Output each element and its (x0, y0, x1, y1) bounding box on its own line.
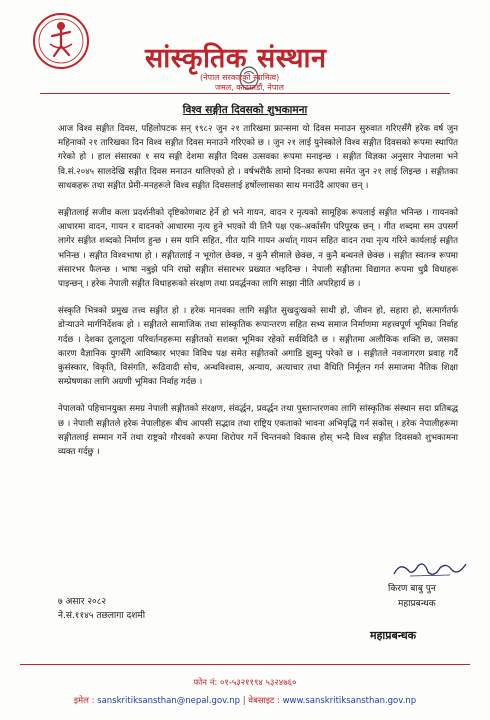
footer-separator: | (242, 696, 246, 706)
signature (390, 558, 470, 580)
organization-address: जमल, काठमाडौं, नेपाल (215, 83, 284, 92)
footer-contact (0, 695, 490, 706)
signer-title: महाप्रबन्धक (398, 599, 436, 609)
email-label: इमेल : (73, 696, 95, 706)
header-divider (40, 93, 450, 94)
designation-stamp: महाप्रबन्धक (370, 629, 417, 642)
date-bikram-sambat: ७ असार २०८२ (58, 597, 107, 607)
organization-subtitle: (नेपाल सरकारको स्वामित्व) (200, 73, 280, 82)
organization-name: सांस्कृतिक संस्थान (145, 43, 327, 74)
letter-title: विश्व सङ्गीत दिवसको शुभकामना (182, 104, 308, 116)
letter-body (58, 122, 458, 472)
organization-logo (32, 10, 90, 72)
paragraph-3: संस्कृति भित्रको प्रमुख तत्त्व सङ्गीत हो । हरेक मानवका लागि सङ्गीत सुखदुःखको साथी हो, जीवन हो, सहारा हो, सत्मार्गतर्फ डोऱ्याउने मार्गनिर्देशक हो । सङ्गीतले सामाजिक तथा सांस्कृतिक रूपान्तरण सहित सभ्य समाज निर्माणमा महत्त्वपूर्ण भूमिका निर्वाह गर्दछ । देशका ठूलाठूला परिवर्तनहरूमा सङ्गीतको सशक्त भूमिका रहेको सर्वविदितै छ । सङ्गीतमा अलौकिक शक्ति छ, जसका कारण वैज्ञानिक युगसँगै आविष्कार भएका विविध पक्ष समेत सङ्गीतको अगाडि झुक्नु परेको छ । सङ्गीतले नवजागरण प्रवाह गर्दै कुसंस्कार, विकृति, विसंगति, रूढिवादी सोच, अन्धविश्वास, अन्याय, अत्याचार तथा वैधिति निर्मूलन गर्न समाजमा नैतिक शिक्षा सम्प्रेषणका लागि अग्रणी भूमिका निर्वाह गर्दछ । (58, 306, 458, 388)
signer-name: किरण बाबु पुन (388, 584, 436, 594)
website-label: वेबसाइट : (248, 696, 280, 706)
date-nepal-sambat: ने.सं.११४५ तछलागा दशमी (58, 611, 146, 621)
website-link[interactable]: www.sanskritiksansthan.gov.np (282, 696, 417, 706)
footer-phone: फोन नं: ०१-५३२११९४ ५३२४७६० (193, 678, 297, 688)
paragraph-2: सङ्गीतलाई सजीव कला प्रदर्शनीको दृष्टिकोणबाट हेर्ने हो भने गायन, वादन र नृत्यको सामूहिक रूपलाई सङ्गीत भनिन्छ । गायनको आधारमा वादन, गायन र वादनको आधारमा नृत्य हुने भएको यी तिनै पक्ष एक-अर्कासँग परिपूरक छन् । गीत शब्दमा सम उपसर्ग लागेर सङ्गीत शब्दको निर्माण हुन्छ । सम यानि सहित, गीत यानि गायन अर्थात् गायन सहित वादन तथा नृत्य गरिने कार्यलाई सङ्गीत भनिन्छ । सङ्गीत विश्वभाषा हो । सङ्गीतलाई न भूगोल छेक्छ, न कुनै सीमाले छेक्छ, न कुनै बन्धनले छेक्छ । सङ्गीत स्वतन्त्र रूपमा संसारभर फैलन्छ । भाषा नबुझे पनि राम्रो सङ्गीत संसारभर प्रख्यात भइदिन्छ । नेपाली सङ्गीतमा विद्यागत रूपमा धुप्रै विधाहरू पाइन्छन् । हरेक नेपाली सङ्गीत विधाहरूको संरक्षण तथा प्रवर्द्धनका लागि साझा नीति अपरिहार्य छ । (58, 208, 458, 290)
paragraph-4: नेपालको पहिचानयुक्त समग्र नेपाली सङ्गीतको संरक्षण, संवर्द्धन, प्रवर्द्धन तथा पुस्तान्तरणका लागि सांस्कृतिक संस्थान सदा प्रतिबद्ध छ । नेपाली सङ्गीतले हरेक नेपालीहरू बीच आपसी सद्भाव तथा राष्ट्रिय एकताको भावना अभिवृद्धि गर्न सकोस् । हरेक नेपालीहरूमा सङ्गीतलाई सम्मान गर्ने तथा राष्ट्रको गौरवको रूपमा शिरोपर गर्ने चिन्तनको विकास होस् भन्दै विश्व सङ्गीत दिवसको शुभकामना व्यक्त गर्दछु । (58, 404, 458, 458)
email-link[interactable]: sanskritiksansthan@nepal.gov.np (97, 696, 241, 706)
footer-divider (20, 664, 470, 665)
paragraph-1: आज विश्व सङ्गीत दिवस, पहिलोपटक सन् १९८२ जुन २१ तारिखमा फ्रान्समा यो दिवस मनाउन सुरुवात गरिएसँगै हरेक वर्ष जुन महिनाको २१ तारिखका दिन विश्व सङ्गीत दिवस मनाउने गरिएको छ । जुन २१ लाई युनेस्कोले विश्व सङ्गीत दिवसको रूपमा स्थापित गरेको हो । हाल संसारका १ सय सङ्गी देशमा सङ्गीत दिवस उत्सवका रूपमा मनाइन्छ । सङ्गीत विज्ञका अनुसार नेपालमा भने वि.सं.२०४५ सालदेखि सङ्गीत दिवस मनाउन थालिएको हो । वर्षभरीकै लामो दिनका रूपमा समेत जुन २१ लाई लिइन्छ । सङ्गीतका साधकहरू तथा सङ्गीत प्रेमी-मनहरूले विश्व सङ्गीत दिवसलाई हर्षोल्लासका साथ मनाउँदै आएका छन् । (58, 124, 458, 191)
